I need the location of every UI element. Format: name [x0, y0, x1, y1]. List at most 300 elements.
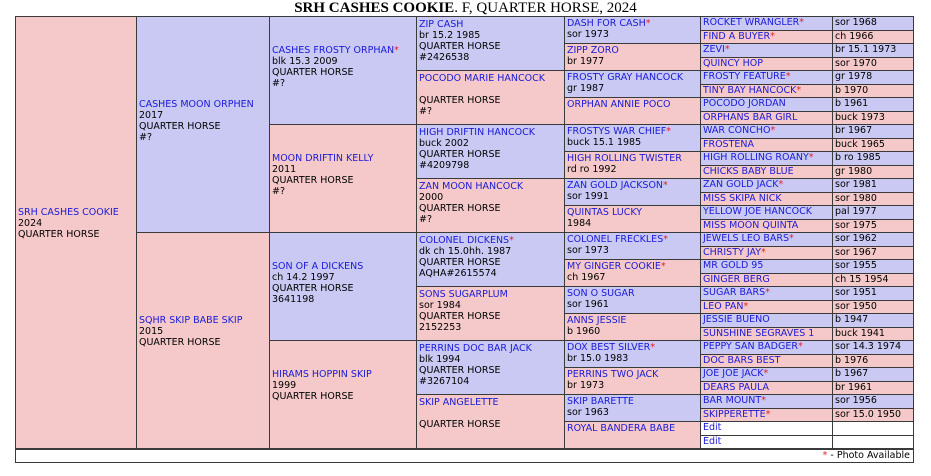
horse-name-link[interactable]: GINGER BERG: [703, 273, 770, 285]
horse-detail: b 1970: [835, 84, 869, 96]
cell-content: [567, 45, 698, 67]
horse-detail: sor 1991: [567, 191, 609, 202]
horse-name-line: [419, 73, 562, 84]
horse-name-link[interactable]: ZAN GOLD JACKSON: [567, 180, 664, 191]
horse-detail: QUARTER HORSE: [419, 149, 501, 160]
horse-name-link[interactable]: MY GINGER COOKIE: [567, 261, 661, 272]
horse-detail: sor 1981: [835, 179, 877, 190]
horse-name-link[interactable]: SRH CASHES COOKIE: [18, 207, 119, 218]
horse-detail: QUARTER HORSE: [272, 283, 354, 294]
horse-name-link[interactable]: DASH FOR CASH: [567, 18, 646, 29]
horse-name-link[interactable]: SKIP ANGELETTE: [419, 397, 499, 408]
pedigree-cell-gen6-name: [700, 394, 833, 409]
horse-detail: #2426538: [419, 52, 470, 63]
horse-detail: sor 1973: [567, 29, 609, 40]
pedigree-cell-gen6-info: [832, 124, 914, 139]
horse-name-line: [419, 235, 562, 246]
horse-name-link[interactable]: SKIPPERETTE: [703, 408, 766, 420]
horse-name-link[interactable]: MOON DRIFTIN KELLY: [272, 153, 374, 164]
pedigree-cell-gen6-info: [832, 84, 914, 99]
pedigree-cell-gen6-name: [700, 408, 833, 423]
horse-name-link[interactable]: JESSIE BUENO: [703, 314, 770, 325]
horse-detail: b 1967: [835, 368, 869, 379]
horse-name-link[interactable]: CHRISTY JAY: [703, 246, 762, 258]
cell-content: [419, 397, 562, 430]
horse-name-link[interactable]: HIGH ROLLING ROANY: [703, 152, 809, 163]
horse-detail: QUARTER HORSE: [18, 229, 100, 240]
pedigree-cell-gen6-info: [832, 97, 914, 112]
horse-name-link[interactable]: COLONEL FRECKLES: [567, 234, 664, 245]
horse-name-line: [272, 45, 414, 56]
horse-name-link[interactable]: BAR MOUNT: [703, 395, 762, 406]
horse-name-line: [567, 423, 698, 434]
pedigree-cell-gen6-info: [832, 232, 914, 247]
horse-detail: dk ch 15.0hh. 1987: [419, 246, 512, 257]
pedigree-cell-gen6-info: [832, 381, 914, 396]
horse-detail: QUARTER HORSE: [419, 203, 501, 214]
pedigree-cell-gen5: [564, 151, 701, 179]
horse-name-link[interactable]: FIND A BUYER: [703, 30, 771, 42]
pedigree-cell-gen5: [564, 124, 701, 152]
pedigree-cell-gen6-info: [832, 70, 914, 85]
pedigree-cell-gen3: [269, 16, 417, 125]
horse-detail: sor 1956: [835, 395, 877, 406]
horse-detail: 2015: [139, 326, 164, 337]
edit-link[interactable]: Edit: [703, 435, 722, 447]
pedigree-cell-gen6-name: [700, 30, 833, 45]
horse-detail: 2011: [272, 164, 297, 175]
horse-name-link[interactable]: QUINTAS LUCKY: [567, 207, 643, 218]
pedigree-cell-gen3: [269, 232, 417, 341]
horse-name-link[interactable]: DOC BARS BEST: [703, 354, 781, 366]
horse-detail: ch 1967: [567, 272, 606, 283]
pedigree-cell-gen6-info: [832, 165, 914, 180]
photo-star-icon: *: [666, 126, 672, 137]
pedigree-cell-gen6-name: [700, 16, 833, 31]
horse-detail: sor 1962: [835, 233, 877, 244]
horse-detail: sor 1961: [567, 299, 609, 310]
pedigree-cell-gen6-name: [700, 232, 833, 247]
horse-detail: #?: [272, 186, 286, 197]
horse-name-link[interactable]: PERRINS DOC BAR JACK: [419, 343, 532, 354]
horse-name-line: [272, 153, 414, 164]
horse-detail: gr 1987: [567, 83, 605, 94]
horse-name-line: [567, 396, 698, 407]
horse-name-link[interactable]: FROSTY FEATURE: [703, 71, 786, 82]
horse-name-line: [419, 127, 562, 138]
cell-content: [567, 153, 698, 175]
horse-name-link[interactable]: ORPHANS BAR GIRL: [703, 111, 798, 123]
horse-name-link[interactable]: SQHR SKIP BABE SKIP: [139, 315, 243, 326]
horse-detail: buck 1973: [835, 111, 885, 123]
horse-detail: #?: [419, 106, 433, 117]
horse-detail: buck 1965: [835, 138, 885, 150]
horse-name-link[interactable]: HIGH DRIFTIN HANCOCK: [419, 127, 535, 138]
horse-detail: #?: [419, 214, 433, 225]
pedigree-cell-gen2: [136, 16, 270, 233]
pedigree-cell-gen6-info: [832, 246, 914, 261]
horse-name-link[interactable]: MR GOLD 95: [703, 260, 764, 271]
photo-star-icon: *: [660, 261, 666, 272]
pedigree-cell-gen6-name: [700, 178, 833, 193]
horse-detail: sor 1963: [567, 407, 609, 418]
horse-name-line: [567, 180, 698, 191]
horse-name-link[interactable]: ROCKET WRANGLER: [703, 17, 800, 28]
horse-name-link[interactable]: HIRAMS HOPPIN SKIP: [272, 369, 372, 380]
horse-name-line: [567, 126, 698, 137]
horse-name-link[interactable]: ZIPP ZORO: [567, 45, 619, 56]
horse-detail: blk 15.3 2009: [272, 56, 338, 67]
pedigree-cell-gen6-info: [832, 178, 914, 193]
horse-name-link[interactable]: DEARS PAULA: [703, 381, 770, 393]
horse-name-line: [18, 207, 134, 218]
pedigree-cell-gen6-info: [832, 286, 914, 301]
pedigree-cell-gen6-info: [832, 151, 914, 166]
pedigree-cell-gen6-name: [700, 273, 833, 288]
horse-detail: sor 1980: [835, 192, 877, 204]
photo-star-icon: *: [743, 300, 749, 312]
horse-name-link[interactable]: ZEVI: [703, 44, 725, 55]
pedigree-cell-gen4: [416, 70, 565, 125]
horse-name-line: [567, 315, 698, 326]
pedigree-cell-gen6-name: [700, 138, 833, 153]
horse-name-link[interactable]: ORPHAN ANNIE POCO: [567, 99, 671, 110]
horse-detail: sor 1967: [835, 246, 877, 258]
page-title: [0, 0, 931, 16]
horse-detail: sor 1955: [835, 260, 877, 271]
horse-name-link[interactable]: SONS SUGARPLUM: [419, 289, 508, 300]
photo-star-marker: *: [822, 450, 828, 461]
horse-name-link[interactable]: PEPPY SAN BADGER: [703, 341, 798, 352]
horse-name-line: [567, 99, 698, 110]
horse-detail: sor 14.3 1974: [835, 341, 902, 352]
horse-detail: b ro 1985: [835, 152, 881, 163]
horse-detail: b 1947: [835, 314, 869, 325]
pedigree-cell-gen6-name: [700, 111, 833, 126]
pedigree-cell-gen4: [416, 16, 565, 71]
pedigree-cell-gen3: [269, 124, 417, 233]
cell-content: [272, 369, 414, 402]
cell-content: [567, 315, 698, 337]
horse-detail: rd ro 1992: [567, 164, 617, 175]
horse-detail: br 15.1 1973: [835, 44, 897, 55]
horse-name-link[interactable]: ANNS JESSIE: [567, 315, 627, 326]
horse-detail: sor 1950: [835, 300, 877, 312]
horse-name-link[interactable]: PERRINS TWO JACK: [567, 369, 659, 380]
horse-detail: QUARTER HORSE: [419, 311, 501, 322]
pedigree-chart: [15, 16, 914, 463]
horse-detail: sor 1968: [835, 17, 877, 28]
photo-available-label: - Photo Available: [827, 450, 910, 461]
horse-detail: b 1961: [835, 98, 869, 109]
horse-detail: QUARTER HORSE: [419, 257, 501, 268]
horse-name-link[interactable]: HIGH ROLLING TWISTER: [567, 153, 682, 164]
pedigree-cell-gen6-name: [700, 354, 833, 369]
pedigree-cell-gen6-name: [700, 219, 833, 234]
horse-name-link[interactable]: MISS MOON QUINTA: [703, 219, 799, 231]
pedigree-cell-gen6-info: [832, 327, 914, 342]
horse-detail: QUARTER HORSE: [272, 391, 354, 402]
cell-content: [567, 180, 698, 202]
pedigree-cell-gen6-info: [832, 138, 914, 153]
horse-detail: ch 1966: [835, 30, 874, 42]
cell-content: [567, 18, 698, 40]
horse-name-link[interactable]: SON O SUGAR: [567, 288, 635, 299]
pedigree-cell-gen6-info: [832, 367, 914, 382]
pedigree-cell-gen4: [416, 340, 565, 395]
horse-detail: buck 2002: [419, 138, 469, 149]
cell-content: [567, 234, 698, 256]
pedigree-cell-gen5: [564, 394, 701, 422]
horse-detail: QUARTER HORSE: [419, 95, 501, 106]
horse-name-link[interactable]: COLONEL DICKENS: [419, 235, 510, 246]
pedigree-cell-gen3: [269, 340, 417, 449]
cell-content: [419, 289, 562, 333]
horse-detail: QUARTER HORSE: [419, 365, 501, 376]
pedigree-cell-gen4: [416, 286, 565, 341]
horse-detail: sor 1975: [835, 219, 877, 231]
pedigree-cell-gen6-info: [832, 421, 914, 436]
horse-detail: b 1960: [567, 326, 601, 337]
horse-name-link[interactable]: POCODO JORDAN: [703, 98, 786, 109]
photo-star-icon: *: [765, 287, 770, 298]
pedigree-cell-gen6-info: [832, 111, 914, 126]
photo-star-icon: *: [797, 341, 803, 352]
pedigree-cell-gen6-info: [832, 354, 914, 369]
horse-detail: QUARTER HORSE: [419, 419, 501, 430]
photo-star-icon: *: [724, 44, 730, 55]
horse-detail: [419, 408, 562, 419]
horse-name-link[interactable]: DOX BEST SILVER: [567, 342, 651, 353]
cell-content: [419, 235, 562, 279]
horse-detail: 3641198: [272, 294, 315, 305]
photo-star-icon: *: [763, 368, 769, 379]
pedigree-cell-gen6-name: [700, 313, 833, 328]
horse-detail: 1999: [272, 380, 297, 391]
horse-detail: gr 1980: [835, 165, 873, 177]
horse-name-line: [419, 181, 562, 192]
horse-name-line: [139, 315, 267, 326]
horse-name-line: [419, 397, 562, 408]
horse-detail: 2000: [419, 192, 444, 203]
horse-detail: buck 1941: [835, 327, 885, 339]
horse-detail: QUARTER HORSE: [272, 175, 354, 186]
horse-name-line: [272, 261, 414, 272]
pedigree-cell-gen5: [564, 205, 701, 233]
horse-name-link[interactable]: LEO PAN: [703, 300, 744, 312]
horse-detail: 2017: [139, 110, 164, 121]
horse-detail: QUARTER HORSE: [272, 67, 354, 78]
cell-content: [272, 261, 414, 305]
cell-content: [419, 19, 562, 63]
horse-detail: QUARTER HORSE: [419, 41, 501, 52]
horse-name-link[interactable]: SUGAR BARS: [703, 287, 766, 298]
horse-name-link[interactable]: CHICKS BABY BLUE: [703, 165, 794, 177]
horse-name-link[interactable]: ZAN GOLD JACK: [703, 179, 779, 190]
pedigree-cell-gen5: [564, 259, 701, 287]
pedigree-cell-gen6-name: [700, 259, 833, 274]
photo-star-icon: *: [808, 152, 814, 163]
pedigree-cell-gen1: [15, 16, 137, 449]
horse-detail: 1984: [567, 218, 592, 229]
horse-detail: 2024: [18, 218, 43, 229]
photo-star-icon: *: [785, 71, 791, 82]
cell-content: [272, 153, 414, 197]
horse-name-line: [419, 19, 562, 30]
pedigree-cell-gen5: [564, 70, 701, 98]
pedigree-cell-gen6-info: [832, 340, 914, 355]
horse-detail: pal 1977: [835, 206, 877, 217]
photo-star-icon: *: [509, 235, 514, 246]
horse-name-link[interactable]: POCODO MARIE HANCOCK: [419, 73, 545, 84]
pedigree-cell-gen4: [416, 178, 565, 233]
horse-name-link[interactable]: CASHES FROSTY ORPHAN: [272, 45, 395, 56]
horse-name-link[interactable]: ZIP CASH: [419, 19, 464, 30]
horse-name-line: [567, 45, 698, 56]
pedigree-cell-gen6-info: [832, 394, 914, 409]
horse-name-link[interactable]: FROSTY GRAY HANCOCK: [567, 72, 684, 83]
horse-detail: ch 15 1954: [835, 273, 889, 285]
photo-star-icon: *: [394, 45, 399, 56]
cell-content: [419, 73, 562, 117]
horse-detail: #?: [272, 78, 286, 89]
cell-content: [419, 343, 562, 387]
horse-detail: #4209798: [419, 160, 470, 171]
photo-star-icon: *: [663, 180, 668, 191]
cell-content: [567, 72, 698, 94]
pedigree-cell-gen5: [564, 16, 701, 44]
horse-detail: br 1977: [567, 56, 605, 67]
pedigree-cell-gen6-info: [832, 219, 914, 234]
pedigree-cell-gen5: [564, 421, 701, 449]
pedigree-cell-gen5: [564, 97, 701, 125]
horse-name-link[interactable]: SUNSHINE SEGRAVES 1: [703, 327, 815, 339]
horse-detail: blk 1994: [419, 354, 461, 365]
horse-name-line: [272, 369, 414, 380]
pedigree-cell-gen4: [416, 124, 565, 179]
horse-name-link[interactable]: TINY BAY HANCOCK: [703, 84, 797, 96]
horse-detail: br 1961: [835, 381, 873, 393]
pedigree-cell-gen6-name: [700, 151, 833, 166]
photo-star-icon: *: [799, 17, 804, 28]
pedigree-cell-gen5: [564, 232, 701, 260]
pedigree-cell-gen5: [564, 313, 701, 341]
horse-detail: #?: [139, 132, 153, 143]
photo-star-icon: *: [645, 18, 651, 29]
horse-name-title: SRH CASHES COOKIE: [294, 0, 455, 16]
horse-detail: br 15.0 1983: [567, 353, 629, 364]
horse-name-line: [567, 288, 698, 299]
horse-detail: b 1976: [835, 354, 869, 366]
horse-name-link[interactable]: CASHES MOON ORPHEN: [139, 99, 254, 110]
horse-name-link[interactable]: FROSTENA: [703, 138, 754, 150]
pedigree-cell-gen6-info: [832, 259, 914, 274]
cell-content: [567, 396, 698, 418]
pedigree-cell-gen5: [564, 340, 701, 368]
pedigree-cell-gen6-name: [700, 97, 833, 112]
horse-detail: ch 14.2 1997: [272, 272, 335, 283]
horse-detail: #3267104: [419, 376, 470, 387]
horse-name-line: [567, 342, 698, 353]
horse-detail: [419, 84, 562, 95]
cell-content: [567, 423, 698, 445]
pedigree-cell-gen6-name: [700, 300, 833, 315]
pedigree-cell-gen6-name: [700, 381, 833, 396]
pedigree-cell-gen6-info: [832, 192, 914, 207]
horse-detail: buck 15.1 1985: [567, 137, 642, 148]
horse-name-link[interactable]: ZAN MOON HANCOCK: [419, 181, 524, 192]
horse-name-line: [139, 99, 267, 110]
horse-detail: sor 1970: [835, 57, 877, 69]
pedigree-cell-gen6-name: [700, 421, 833, 436]
horse-name-link[interactable]: FROSTYS WAR CHIEF: [567, 126, 667, 137]
pedigree-cell-gen6-name: [700, 84, 833, 99]
pedigree-cell-gen5: [564, 367, 701, 395]
horse-name-link[interactable]: SON OF A DICKENS: [272, 261, 364, 272]
horse-detail: sor 1973: [567, 245, 609, 256]
horse-detail: [567, 434, 698, 445]
cell-content: [18, 207, 134, 240]
pedigree-cell-gen6-info: [832, 16, 914, 31]
horse-detail: QUARTER HORSE: [139, 337, 221, 348]
cell-content: [567, 126, 698, 148]
horse-name-link[interactable]: SKIP BARETTE: [567, 396, 634, 407]
cell-content: [419, 127, 562, 171]
horse-name-line: [567, 234, 698, 245]
horse-detail: gr 1978: [835, 71, 873, 82]
cell-content: [272, 45, 414, 89]
horse-detail: sor 15.0 1950: [835, 408, 902, 420]
pedigree-cell-gen6-info: [832, 57, 914, 72]
horse-detail: [567, 110, 698, 121]
horse-detail: sor 1951: [835, 287, 877, 298]
photo-star-icon: *: [650, 342, 656, 353]
horse-detail: 2152253: [419, 322, 462, 333]
pedigree-cell-gen2: [136, 232, 270, 449]
horse-name-line: [419, 343, 562, 354]
horse-name-link[interactable]: JOE JOE JACK: [703, 368, 764, 379]
pedigree-cell-gen6-info: [832, 205, 914, 220]
horse-name-link[interactable]: QUINCY HOP: [703, 57, 763, 69]
pedigree-cell-gen6-name: [700, 124, 833, 139]
horse-name-link[interactable]: ROYAL BANDERA BABE: [567, 423, 676, 434]
edit-link[interactable]: Edit: [703, 422, 722, 433]
horse-name-link[interactable]: MISS SKIPA NICK: [703, 192, 782, 204]
photo-star-icon: *: [778, 179, 784, 190]
photo-star-icon: *: [770, 30, 775, 42]
legend-footer: [15, 449, 914, 463]
photo-star-icon: *: [761, 395, 766, 406]
horse-name-link[interactable]: YELLOW JOE HANCOCK: [703, 206, 812, 217]
horse-name-link[interactable]: JEWELS LEO BARS: [703, 233, 789, 244]
cell-content: [567, 369, 698, 391]
cell-content: [139, 99, 267, 143]
pedigree-cell-gen6-name: [700, 286, 833, 301]
pedigree-cell-gen6-name: [700, 57, 833, 72]
cell-content: [567, 342, 698, 364]
photo-star-icon: *: [796, 84, 802, 96]
pedigree-cell-gen6-name: [700, 340, 833, 355]
cell-content: [567, 207, 698, 229]
pedigree-cell-gen6-name: [700, 435, 833, 450]
cell-content: [567, 99, 698, 121]
cell-content: [567, 261, 698, 283]
horse-name-link[interactable]: WAR CONCHO: [703, 125, 771, 136]
pedigree-cell-gen6-name: [700, 367, 833, 382]
pedigree-cell-gen6-name: [700, 43, 833, 58]
horse-detail: AQHA#2615574: [419, 268, 497, 279]
horse-name-line: [567, 18, 698, 29]
